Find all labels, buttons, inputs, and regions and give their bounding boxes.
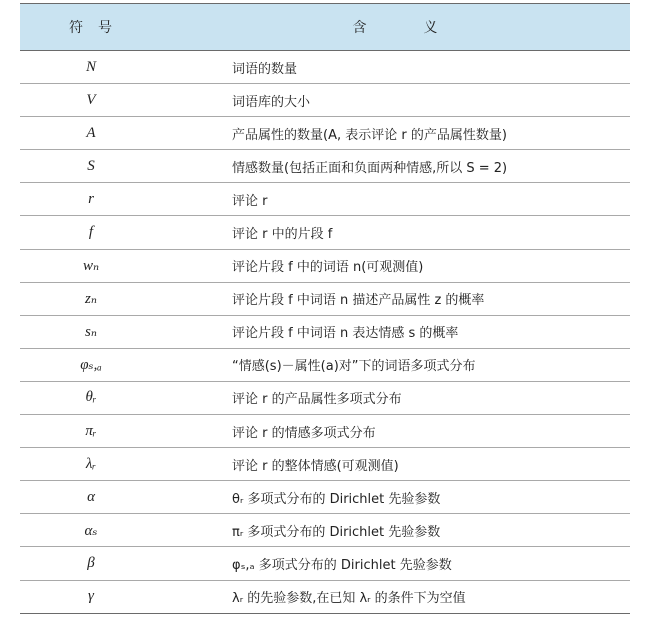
table-row: [20, 51, 630, 84]
table-row: [20, 415, 630, 448]
meaning-column-header: [162, 4, 630, 51]
meaning-cell: πᵣ 多项式分布的 Dirichlet 先验参数: [162, 514, 630, 547]
table-row: [20, 117, 630, 150]
meaning-cell: “情感(s)－属性(a)对”下的词语多项式分布: [162, 348, 630, 381]
meaning-header-char-2: 义: [423, 20, 439, 36]
meaning-cell: 评论片段 f 中词语 n 表达情感 s 的概率: [162, 315, 630, 348]
symbol-cell: r: [20, 183, 162, 216]
table-row: [20, 282, 630, 315]
symbol-cell: A: [20, 117, 162, 150]
symbol-cell: φₛ,ₐ: [20, 348, 162, 381]
symbol-cell: N: [20, 51, 162, 84]
symbol-cell: πᵣ: [20, 415, 162, 448]
meaning-cell: 评论片段 f 中的词语 n(可观测值): [162, 249, 630, 282]
symbol-cell: αₛ: [20, 514, 162, 547]
symbol-cell: λᵣ: [20, 448, 162, 481]
meaning-cell: 产品属性的数量(A, 表示评论 r 的产品属性数量): [162, 117, 630, 150]
meaning-cell: 词语的数量: [162, 51, 630, 84]
meaning-cell: φₛ,ₐ 多项式分布的 Dirichlet 先验参数: [162, 547, 630, 580]
symbol-cell: sₙ: [20, 315, 162, 348]
meaning-cell: 评论 r: [162, 183, 630, 216]
table-row: [20, 547, 630, 580]
table-row: [20, 448, 630, 481]
symbol-cell: S: [20, 150, 162, 183]
table-row: [20, 381, 630, 414]
meaning-cell: 评论 r 中的片段 f: [162, 216, 630, 249]
symbol-cell: f: [20, 216, 162, 249]
symbol-header-char-2: 号: [98, 20, 113, 36]
symbol-cell: γ: [20, 580, 162, 613]
table-row: [20, 216, 630, 249]
symbol-cell: V: [20, 84, 162, 117]
meaning-cell: 评论 r 的整体情感(可观测值): [162, 448, 630, 481]
symbol-column-header: [20, 4, 162, 51]
symbol-cell: θᵣ: [20, 381, 162, 414]
meaning-cell: 评论 r 的产品属性多项式分布: [162, 381, 630, 414]
table-row: [20, 150, 630, 183]
table-row: [20, 84, 630, 117]
table-row: [20, 183, 630, 216]
meaning-cell: 情感数量(包括正面和负面两种情感,所以 S = 2): [162, 150, 630, 183]
meaning-cell: θᵣ 多项式分布的 Dirichlet 先验参数: [162, 481, 630, 514]
symbol-cell: wₙ: [20, 249, 162, 282]
symbol-cell: α: [20, 481, 162, 514]
table-row: [20, 580, 630, 613]
table-row: [20, 514, 630, 547]
meaning-cell: 评论 r 的情感多项式分布: [162, 415, 630, 448]
symbol-header-char-1: 符: [69, 20, 84, 36]
table-row: [20, 481, 630, 514]
table-body: [20, 51, 630, 614]
table-row: [20, 315, 630, 348]
meaning-header-char-1: 含: [352, 20, 368, 36]
meaning-cell: 评论片段 f 中词语 n 描述产品属性 z 的概率: [162, 282, 630, 315]
symbol-cell: β: [20, 547, 162, 580]
table-row: [20, 249, 630, 282]
meaning-cell: 词语库的大小: [162, 84, 630, 117]
table-header-row: [20, 4, 630, 51]
symbol-cell: zₙ: [20, 282, 162, 315]
meaning-cell: λᵣ 的先验参数,在已知 λᵣ 的条件下为空值: [162, 580, 630, 613]
symbol-table: [20, 4, 630, 614]
table-row: [20, 348, 630, 381]
